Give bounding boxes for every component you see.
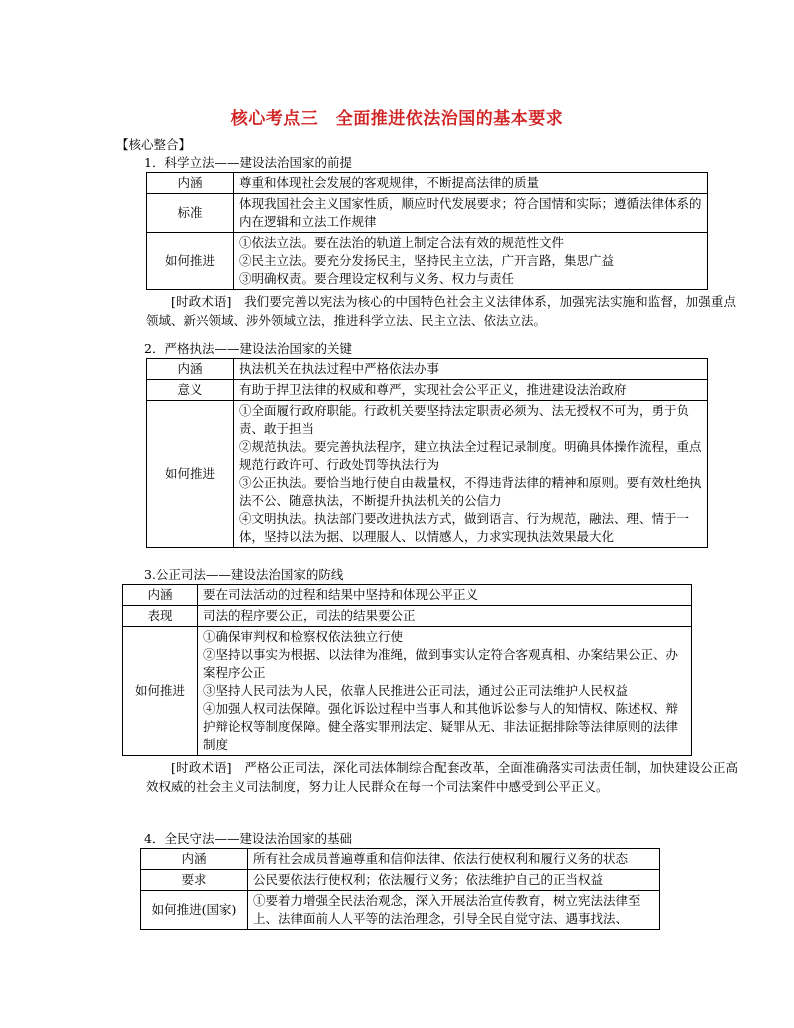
content-line: ②坚持以事实为根据、以法律为准绳，做到事实认定符合客观真相、办案结果公正、办案程序公正 (203, 647, 679, 680)
row-content (234, 194, 708, 233)
content-line: ②民主立法。要充分发扬民主，坚持民主立法，广开言路，集思广益 (239, 253, 615, 268)
content-line: ③公正执法。要恰当地行使自由裁量权，不得违背法律的精神和原则。要有效杜绝执法不公、随意执法，不断提升执法机关的公信力 (239, 475, 702, 508)
section-heading: 4．全民守法——建设法治国家的基础 (144, 831, 352, 846)
section-science-legislation (116, 136, 736, 330)
content-line: 体现我国社会主义国家性质，顺应时代发展要求；符合国情和实际；遵循法律体系的内在逻辑和立法工作规律 (239, 196, 702, 229)
row-label: 意义 (147, 380, 234, 401)
row-label: 内涵 (147, 359, 234, 380)
row-content (234, 173, 708, 194)
section-heading: 2．严格执法——建设法治国家的关键 (144, 341, 352, 356)
content-line: ①要着力增强全民法治观念，深入开展法治宣传教育，树立宪法法律至上、法律面前人人平等的法治理念，引导全民自觉守法、遇事找法、 (253, 893, 641, 926)
content-line: 有助于捍卫法律的权威和尊严，实现社会公平正义，推进建设法治政府 (239, 382, 627, 397)
row-label: 如何推进 (147, 233, 234, 290)
content-line: ①确保审判权和检察权依法独立行使 (203, 629, 404, 644)
table-row (147, 359, 708, 380)
content-line: ④文明执法。执法部门要改进执法方式，做到语言、行为规范，融法、理、情于一体，坚持以法为据、以理服人、以情感人，力求实现执法效果最大化 (239, 511, 690, 544)
table-row (141, 849, 660, 870)
row-content (248, 849, 660, 870)
row-content (248, 891, 660, 930)
row-label: 表现 (123, 606, 198, 627)
content-line: 要在司法活动的过程和结果中坚持和体现公平正义 (203, 587, 479, 602)
content-line: ②规范执法。要完善执法程序，建立执法全过程记录制度。明确具体操作流程，重点规范行政许可、行政处罚等执法行为 (239, 439, 702, 472)
row-content (234, 233, 708, 290)
content-line: 所有社会成员普遍尊重和信仰法律、依法行使权利和履行义务的状态 (253, 851, 629, 866)
row-content (234, 401, 708, 548)
content-line: ③坚持人民司法为人民，依靠人民推进公正司法，通过公正司法维护人民权益 (203, 683, 629, 698)
content-line: 执法机关在执法过程中严格依法办事 (239, 361, 440, 376)
table-row (141, 870, 660, 891)
table-row (123, 627, 692, 756)
row-content (248, 870, 660, 891)
section-table (122, 584, 692, 756)
table-row (147, 380, 708, 401)
content-line: 司法的程序要公正，司法的结果要公正 (203, 608, 416, 623)
content-line: ①全面履行政府职能。行政机关要坚持法定职责必须为、法无授权不可为，勇于负责、敢于担当 (239, 403, 690, 436)
row-content (198, 585, 692, 606)
row-label: 标准 (147, 194, 234, 233)
table-row (123, 606, 692, 627)
row-label: 如何推进(国家) (141, 891, 248, 930)
table-row (147, 173, 708, 194)
row-content (234, 359, 708, 380)
table-row (147, 194, 708, 233)
table-row (141, 891, 660, 930)
section-table (140, 848, 660, 930)
policy-term-note: [时政术语] 严格公正司法，深化司法体制综合配套改革，全面准确落实司法责任制，加快建设公正高效权威的社会主义司法制度，努力让人民群众在每一个司法案件中感受到公平正义。 (146, 760, 738, 794)
content-line: 公民要依法行使权利；依法履行义务；依法维护自己的正当权益 (253, 872, 604, 887)
policy-term-note: [时政术语] 我们要完善以宪法为核心的中国特色社会主义法律体系，加强宪法实施和监督，加强重点领域、新兴领域、涉外领域立法，推进科学立法、民主立法、依法立法。 (146, 294, 736, 328)
row-label: 内涵 (147, 173, 234, 194)
section-fair-justice (116, 566, 738, 796)
content-line: ①依法立法。要在法治的轨道上制定合法有效的规范性文件 (239, 235, 565, 250)
section-heading: 1．科学立法——建设法治国家的前提 (144, 155, 352, 170)
row-label: 如何推进 (147, 401, 234, 548)
row-content (198, 606, 692, 627)
page-title: 核心考点三 全面推进依法治国的基本要求 (230, 109, 564, 129)
section-table (146, 172, 708, 290)
row-label: 要求 (141, 870, 248, 891)
row-label: 内涵 (141, 849, 248, 870)
section-table (146, 358, 708, 548)
row-label: 内涵 (123, 585, 198, 606)
section-strict-enforcement (116, 340, 702, 548)
table-row (147, 233, 708, 290)
table-row (123, 585, 692, 606)
content-line: ④加强人权司法保障。强化诉讼过程中当事人和其他诉讼参与人的知情权、陈述权、辩护辩论权等制度保障。健全落实罪刑法定、疑罪从无、非法证据排除等法律原则的法律制度 (203, 701, 679, 752)
row-content (234, 380, 708, 401)
row-content (198, 627, 692, 756)
row-label: 如何推进 (123, 627, 198, 756)
content-line: 尊重和体现社会发展的客观规律，不断提高法律的质量 (239, 175, 540, 190)
section-universal-observance (116, 830, 686, 930)
section-heading: 3.公正司法——建设法治国家的防线 (144, 567, 344, 582)
table-row (147, 401, 708, 548)
core-heading: 【核心整合】 (116, 137, 192, 152)
content-line: ③明确权责。要合理设定权利与义务、权力与责任 (239, 271, 515, 286)
